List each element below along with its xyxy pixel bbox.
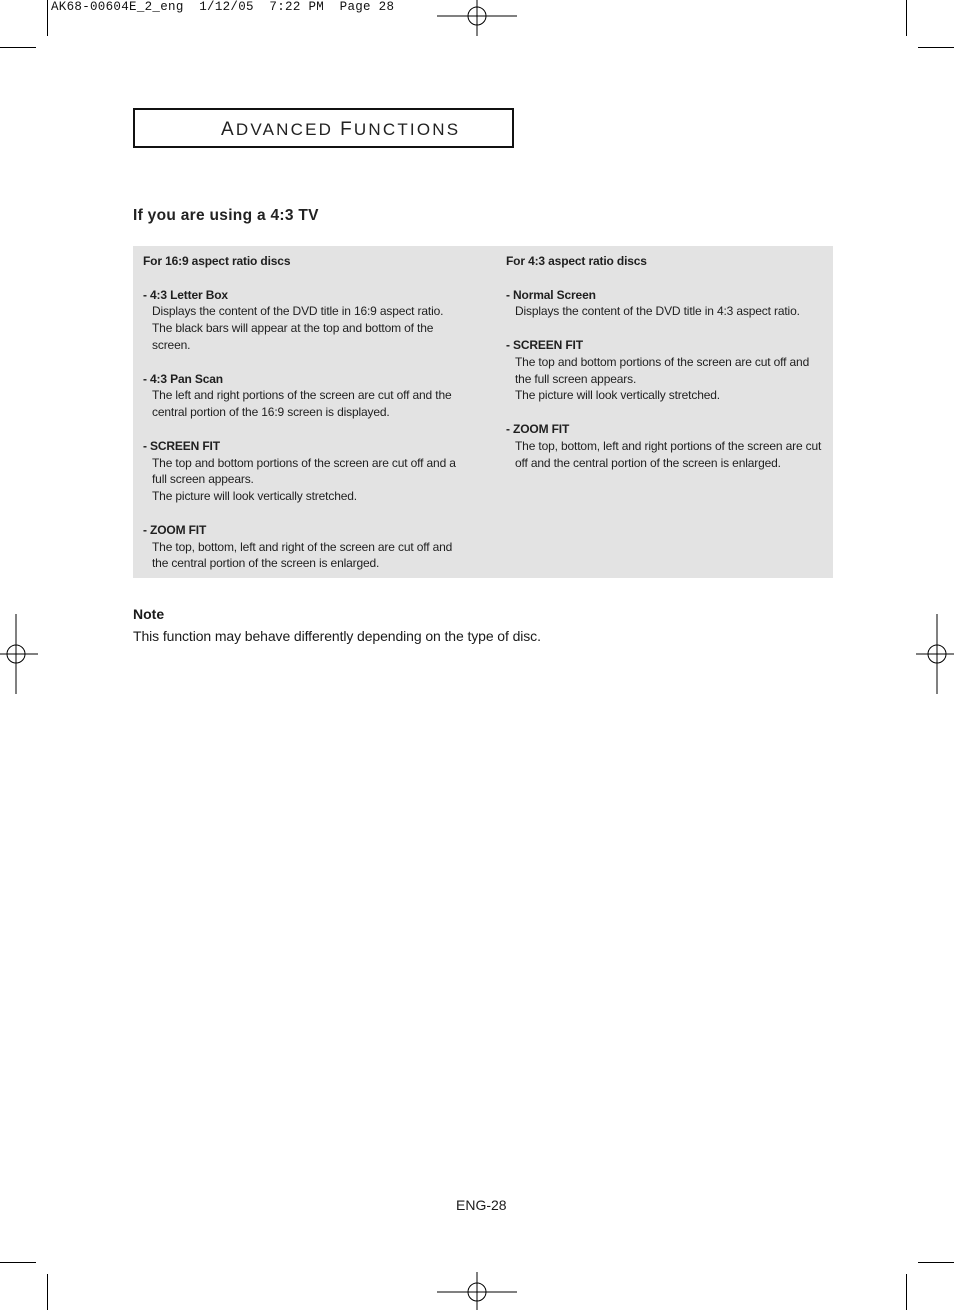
list-item: [506, 337, 836, 404]
item-text: screen.: [152, 337, 191, 352]
item-text: off and the central portion of the screen is enlarged.: [515, 455, 781, 470]
item-title: - Normal Screen: [506, 287, 596, 302]
registration-mark-icon: [437, 1272, 517, 1310]
item-title: - 4:3 Pan Scan: [143, 371, 223, 386]
item-text: Displays the content of the DVD title in 16:9 aspect ratio.: [152, 304, 444, 319]
list-item: [143, 522, 473, 572]
section-header-box: [133, 108, 514, 148]
registration-mark-icon: [0, 614, 38, 694]
item-text: The top, bottom, left and right portions of the screen are cut: [515, 438, 822, 453]
list-item: [143, 438, 473, 505]
item-text: The black bars will appear at the top and bottom of the: [152, 321, 434, 336]
item-text: The top and bottom portions of the screen are cut off and: [515, 354, 810, 369]
item-text: full screen appears.: [152, 472, 254, 487]
right-column: [506, 253, 836, 488]
item-title: - ZOOM FIT: [506, 421, 570, 436]
item-text: central portion of the 16:9 screen is displayed.: [152, 405, 390, 420]
item-text: The top and bottom portions of the screen are cut off and a: [152, 455, 456, 470]
registration-mark-icon: [916, 614, 954, 694]
list-item: [143, 287, 473, 354]
column-heading: For 16:9 aspect ratio discs: [143, 254, 291, 268]
note-label: Note: [133, 606, 165, 622]
item-text: The picture will look vertically stretched.: [515, 388, 720, 403]
item-text: the full screen appears.: [515, 371, 637, 386]
crop-mark: [918, 1262, 954, 1263]
item-title: - SCREEN FIT: [143, 438, 220, 453]
item-title: - SCREEN FIT: [506, 337, 583, 352]
crop-mark: [0, 47, 36, 48]
item-text: The left and right portions of the screen are cut off and the: [152, 388, 452, 403]
crop-mark: [47, 0, 48, 36]
crop-mark: [47, 1274, 48, 1310]
list-item: [506, 421, 836, 471]
item-text: the central portion of the screen is enlarged.: [152, 556, 380, 571]
page-number: ENG-28: [456, 1197, 507, 1213]
subheading: If you are using a 4:3 TV: [133, 207, 319, 224]
section-title: ADVANCED FUNCTIONS: [221, 119, 461, 140]
item-title: - 4:3 Letter Box: [143, 287, 228, 302]
list-item: [506, 287, 836, 321]
crop-mark: [0, 1262, 36, 1263]
note-text: This function may behave differently depending on the type of disc.: [133, 628, 541, 644]
crop-mark: [918, 47, 954, 48]
list-item: [143, 371, 473, 421]
print-slug: AK68-00604E_2_eng 1/12/05 7:22 PM Page 28: [51, 0, 395, 14]
left-column: [143, 253, 473, 589]
column-heading: For 4:3 aspect ratio discs: [506, 254, 647, 268]
item-text: The top, bottom, left and right of the screen are cut off and: [152, 539, 453, 554]
aspect-ratio-panel: [133, 246, 833, 578]
item-title: - ZOOM FIT: [143, 522, 207, 537]
registration-mark-icon: [437, 0, 517, 36]
crop-mark: [906, 1274, 907, 1310]
item-text: The picture will look vertically stretched.: [152, 489, 357, 504]
crop-mark: [906, 0, 907, 36]
item-text: Displays the content of the DVD title in 4:3 aspect ratio.: [515, 304, 800, 319]
